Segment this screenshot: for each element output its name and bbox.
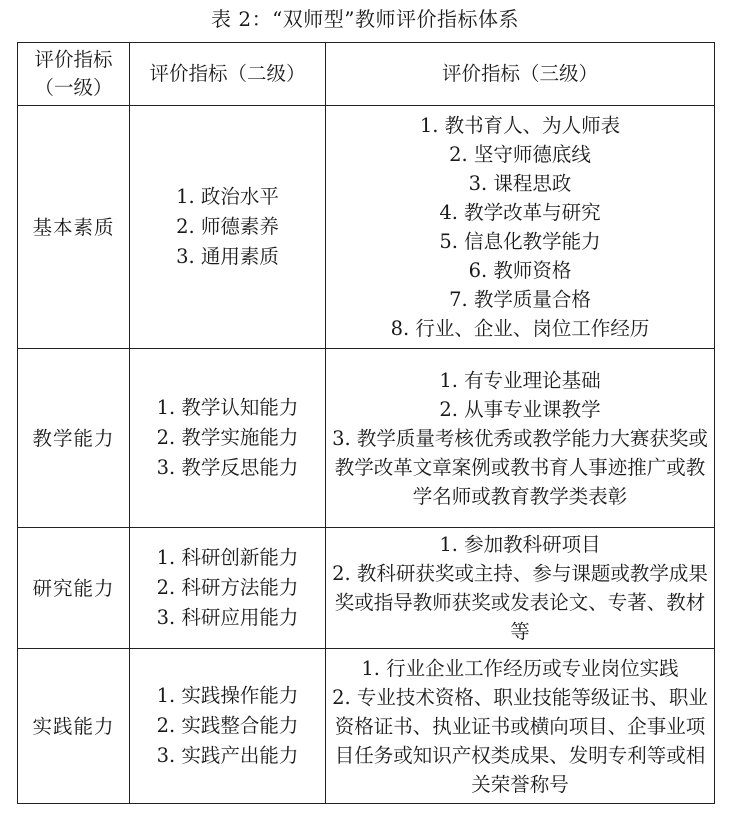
level3-item: 1. 行业企业工作经历或专业岗位实践 — [361, 656, 679, 680]
level3-item: 1. 教书育人、为人师表 — [419, 114, 621, 137]
level1-cell: 实践能力 — [18, 649, 130, 804]
level2-item: 3. 科研应用能力 — [156, 606, 299, 629]
level2-item: 3. 教学反思能力 — [156, 456, 299, 479]
level1-cell: 教学能力 — [18, 349, 130, 528]
level2-item: 1. 政治水平 — [176, 185, 279, 208]
header-level3: 评价指标（三级） — [326, 43, 715, 106]
level2-cell — [130, 528, 326, 649]
table-row — [18, 528, 715, 649]
level3-item: 1. 有专业理论基础 — [439, 368, 601, 392]
level3-cell — [326, 528, 715, 649]
level2-item: 2. 科研方法能力 — [156, 576, 299, 599]
level3-item: 2. 专业技术资格、职业技能等级证书、职业资格证书、执业证书或横向项目、企事业项目任务或知识产权类成果、发明专利等或相关荣誉称号 — [332, 685, 708, 796]
level2-cell — [130, 349, 326, 528]
header-level1: 评价指标（一级） — [18, 43, 130, 106]
table-caption: 表 2：“双师型”教师评价指标体系 — [210, 7, 520, 31]
level3-item: 1. 参加教科研项目 — [439, 533, 601, 556]
table-row — [18, 349, 715, 528]
level2-item: 3. 通用素质 — [176, 245, 279, 268]
level3-item: 8. 行业、企业、岗位工作经历 — [390, 317, 650, 340]
level3-cell — [326, 106, 715, 349]
table-row — [18, 649, 715, 804]
level2-item: 3. 实践产出能力 — [156, 744, 299, 767]
level2-item: 1. 教学认知能力 — [156, 396, 299, 419]
level3-item: 7. 教学质量合格 — [449, 288, 591, 311]
level2-item: 2. 教学实施能力 — [156, 426, 299, 449]
level3-item: 4. 教学改革与研究 — [439, 201, 601, 224]
level1-cell: 基本素质 — [18, 106, 130, 349]
evaluation-index-table — [17, 42, 715, 804]
table-row — [18, 106, 715, 349]
level3-item: 3. 教学质量考核优秀或教学能力大赛获奖或教学改革文章案例或教书育人事迹推广或教学名师或教育教学类表彰 — [332, 426, 708, 508]
level2-cell — [130, 649, 326, 804]
level3-item: 2. 教科研获奖或主持、参与课题或教学成果奖或指导教师获奖或发表论文、专著、教材等 — [332, 562, 708, 643]
level3-item: 2. 坚守师德底线 — [449, 143, 591, 166]
level3-cell — [326, 349, 715, 528]
level1-cell: 研究能力 — [18, 528, 130, 649]
level3-item: 5. 信息化教学能力 — [439, 230, 601, 253]
level3-item: 6. 教师资格 — [468, 259, 572, 282]
level3-cell — [326, 649, 715, 804]
level3-item: 3. 课程思政 — [468, 172, 572, 195]
level2-item: 2. 师德素养 — [176, 215, 279, 238]
level2-item: 1. 科研创新能力 — [156, 546, 299, 569]
level2-item: 1. 实践操作能力 — [156, 684, 299, 707]
level3-item: 2. 从事专业课教学 — [439, 397, 601, 421]
level2-item: 2. 实践整合能力 — [156, 714, 299, 737]
table-header-row — [18, 43, 715, 106]
level2-cell — [130, 106, 326, 349]
header-level2: 评价指标（二级） — [130, 43, 326, 106]
